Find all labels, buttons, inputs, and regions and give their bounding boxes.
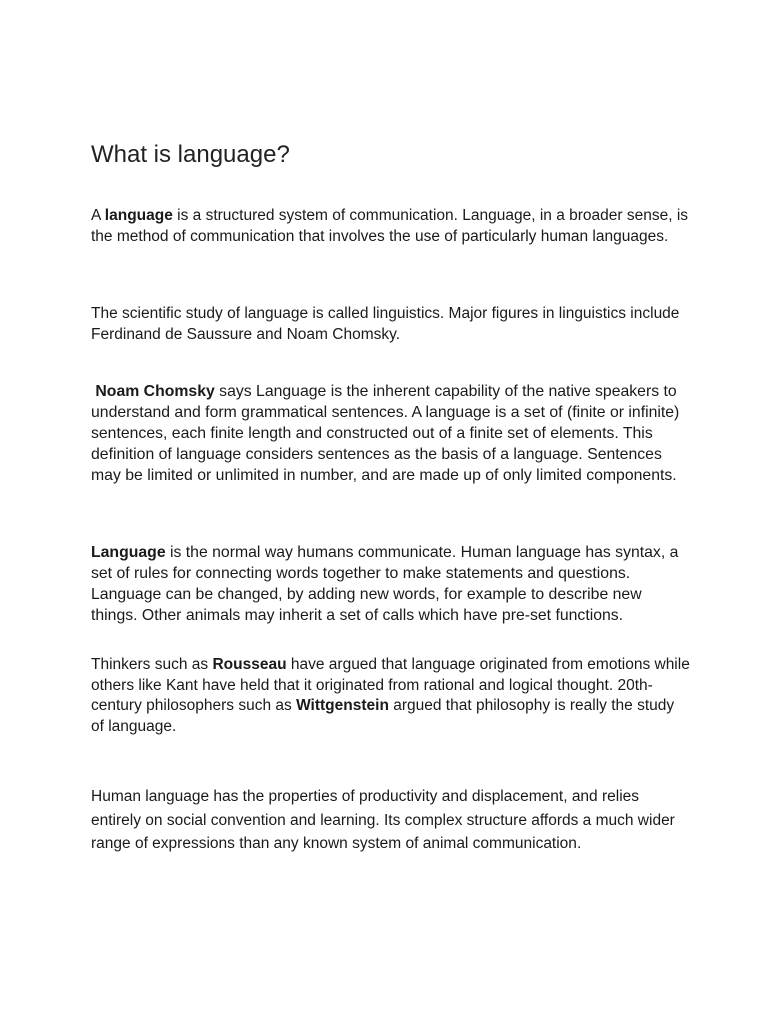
- text: is the normal way humans communicate. Human language has syntax, a set of rules for connecting words together to make statements and questions. Language can be changed, by adding new words, for example to describe new things. Other animals may inherit a set of calls which have pre-set functions.: [91, 544, 679, 624]
- bold-term: Noam Chomsky: [91, 383, 215, 400]
- bold-term: Wittgenstein: [296, 697, 389, 714]
- text: is a structured system of communication. Language, in a broader sense, is the method of communication that involves the use of particularly human languages.: [91, 207, 689, 245]
- text: have argued that language originated from emotions while others like Kant have held that it originated from rational and logical thought. 20th-century philosophers such as: [91, 656, 690, 714]
- paragraph-definition: [91, 205, 691, 247]
- bold-term: language: [104, 207, 173, 224]
- text: argued that philosophy is really the study of language.: [91, 697, 675, 735]
- term-productivity: productivity: [358, 788, 438, 805]
- term-animal-communication: animal communication: [422, 835, 577, 852]
- term-displacement: displacement: [471, 788, 564, 805]
- paragraph-philosophers: [91, 655, 691, 737]
- text: Thinkers such as: [91, 656, 213, 673]
- paragraph-properties: [91, 785, 691, 856]
- page-title: What is language?: [91, 141, 290, 168]
- text: .: [576, 835, 582, 852]
- paragraph-communication: [91, 542, 691, 626]
- text: Human language has the properties of: [91, 788, 359, 805]
- text: A: [91, 207, 105, 224]
- paragraph-chomsky: [91, 381, 691, 486]
- text: says Language is the inherent capability of the native speakers to understand and form grammatical sentences. A language is a set of (finite or infinite) sentences, each finite length and constructed out of a finite set of elements. This definition of language considers sentences as the basis of a language. Sentences may be limited or unlimited in number, and are made up of only limited components.: [91, 383, 680, 484]
- text: and: [437, 788, 472, 805]
- bold-term: Rousseau: [212, 656, 287, 673]
- bold-term: Language: [91, 544, 166, 561]
- paragraph-linguistics: The scientific study of language is called linguistics. Major figures in linguistics include Ferdinand de Saussure and Noam Chomsky.: [91, 305, 680, 343]
- text: , and relies entirely on social convention and learning. Its complex structure affords a much wider range of expressions than any known system of: [91, 788, 675, 852]
